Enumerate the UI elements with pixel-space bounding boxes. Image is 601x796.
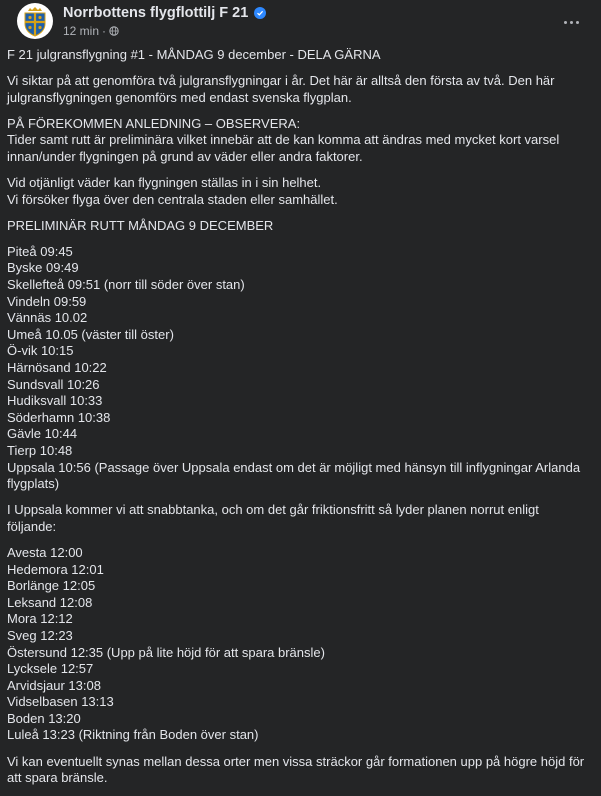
post-line: PRELIMINÄR RUTT MÅNDAG 9 DECEMBER — [7, 217, 274, 233]
post-meta — [63, 24, 119, 38]
post-paragraph — [7, 73, 591, 106]
post-line: Vi försöker flyga över den centrala staden eller samhället. — [7, 191, 338, 207]
post-line: Härnösand 10:22 — [7, 360, 107, 375]
post-line: Vid otjänligt väder kan flygningen ställas in i sin helhet. — [7, 175, 322, 191]
post-line: Tierp 10:48 — [7, 442, 73, 458]
post-line: I Uppsala kommer vi att snabbtanka, och om det går friktionsfritt så lyder planen norrut enligt följande: — [7, 502, 539, 534]
post-paragraph — [7, 218, 591, 235]
coat-of-arms-icon — [21, 5, 49, 37]
post-line: Hudiksvall 10:33 — [7, 393, 103, 409]
post-text — [7, 47, 591, 796]
page-name[interactable] — [63, 5, 266, 21]
post-line: Borlänge 12:05 — [7, 578, 96, 594]
post-paragraph — [7, 545, 591, 744]
verified-badge-icon — [254, 7, 266, 19]
post-line: Piteå 09:45 — [7, 243, 73, 259]
avatar[interactable] — [17, 3, 53, 39]
post-line: Leksand 12:08 — [7, 594, 93, 610]
post-line: Luleå 13:23 (Riktning från Boden över stan) — [7, 727, 259, 743]
post-line: Östersund 12:35 (Upp på lite höjd för att spara bränsle) — [7, 644, 325, 660]
post-line: Tider samt rutt är preliminära vilket innebär att de kan komma att ändras med mycket kort varsel innan/under flygningen på grund av väder eller andra faktorer. — [7, 132, 560, 164]
post-line: F 21 julgransflygning #1 - MÅNDAG 9 december - DELA GÄRNA — [7, 47, 381, 62]
post-line: Hedemora 12:01 — [7, 561, 104, 577]
post-time[interactable]: 12 min — [63, 24, 100, 38]
post-line: Umeå 10.05 (väster till öster) — [7, 326, 174, 342]
post-line: Vindeln 09:59 — [7, 293, 87, 309]
post-line: Byske 09:49 — [7, 260, 79, 276]
post-line: Avesta 12:00 — [7, 544, 83, 560]
post-paragraph — [7, 502, 591, 535]
post-line: Boden 13:20 — [7, 710, 81, 726]
post-header — [8, 0, 593, 42]
post-line: Vi siktar på att genomföra två julgransflygningar i år. Det här är alltså den första av två. Den här julgransflygningen genomförs med endast svenska flygplan. — [7, 73, 555, 105]
post-line: Gävle 10:44 — [7, 426, 78, 442]
post-line: PÅ FÖREKOMMEN ANLEDNING – OBSERVERA: — [7, 115, 301, 131]
more-options-icon[interactable] — [559, 10, 583, 34]
post-line: Arvidsjaur 13:08 — [7, 677, 101, 693]
post-line: Skellefteå 09:51 (norr till söder över stan) — [7, 277, 245, 293]
globe-icon — [109, 26, 119, 36]
post-line: Söderhamn 10:38 — [7, 409, 111, 425]
post-paragraph — [7, 47, 591, 64]
post-line: Sundsvall 10:26 — [7, 376, 100, 392]
post-line: Mora 12:12 — [7, 611, 73, 627]
post-line: Ö-vik 10:15 — [7, 343, 74, 359]
meta-separator: · — [102, 24, 107, 38]
post-paragraph — [7, 116, 591, 166]
post-paragraph — [7, 244, 591, 493]
post-paragraph — [7, 175, 591, 208]
post-line: Sveg 12:23 — [7, 627, 73, 643]
post-line: Vidselbasen 13:13 — [7, 694, 114, 710]
post-line: Vännäs 10.02 — [7, 310, 88, 326]
post-line: Lycksele 12:57 — [7, 661, 94, 677]
post-line: Uppsala 10:56 (Passage över Uppsala endast om det är möjligt med hänsyn till inflygningar Arlanda flygplats) — [7, 459, 581, 492]
page-name-label[interactable]: Norrbottens flygflottilj F 21 — [63, 5, 249, 21]
post-line: Vi kan eventuellt synas mellan dessa orter men vissa sträckor går formationen upp på högre höjd för att spara bränsle. — [7, 753, 585, 786]
